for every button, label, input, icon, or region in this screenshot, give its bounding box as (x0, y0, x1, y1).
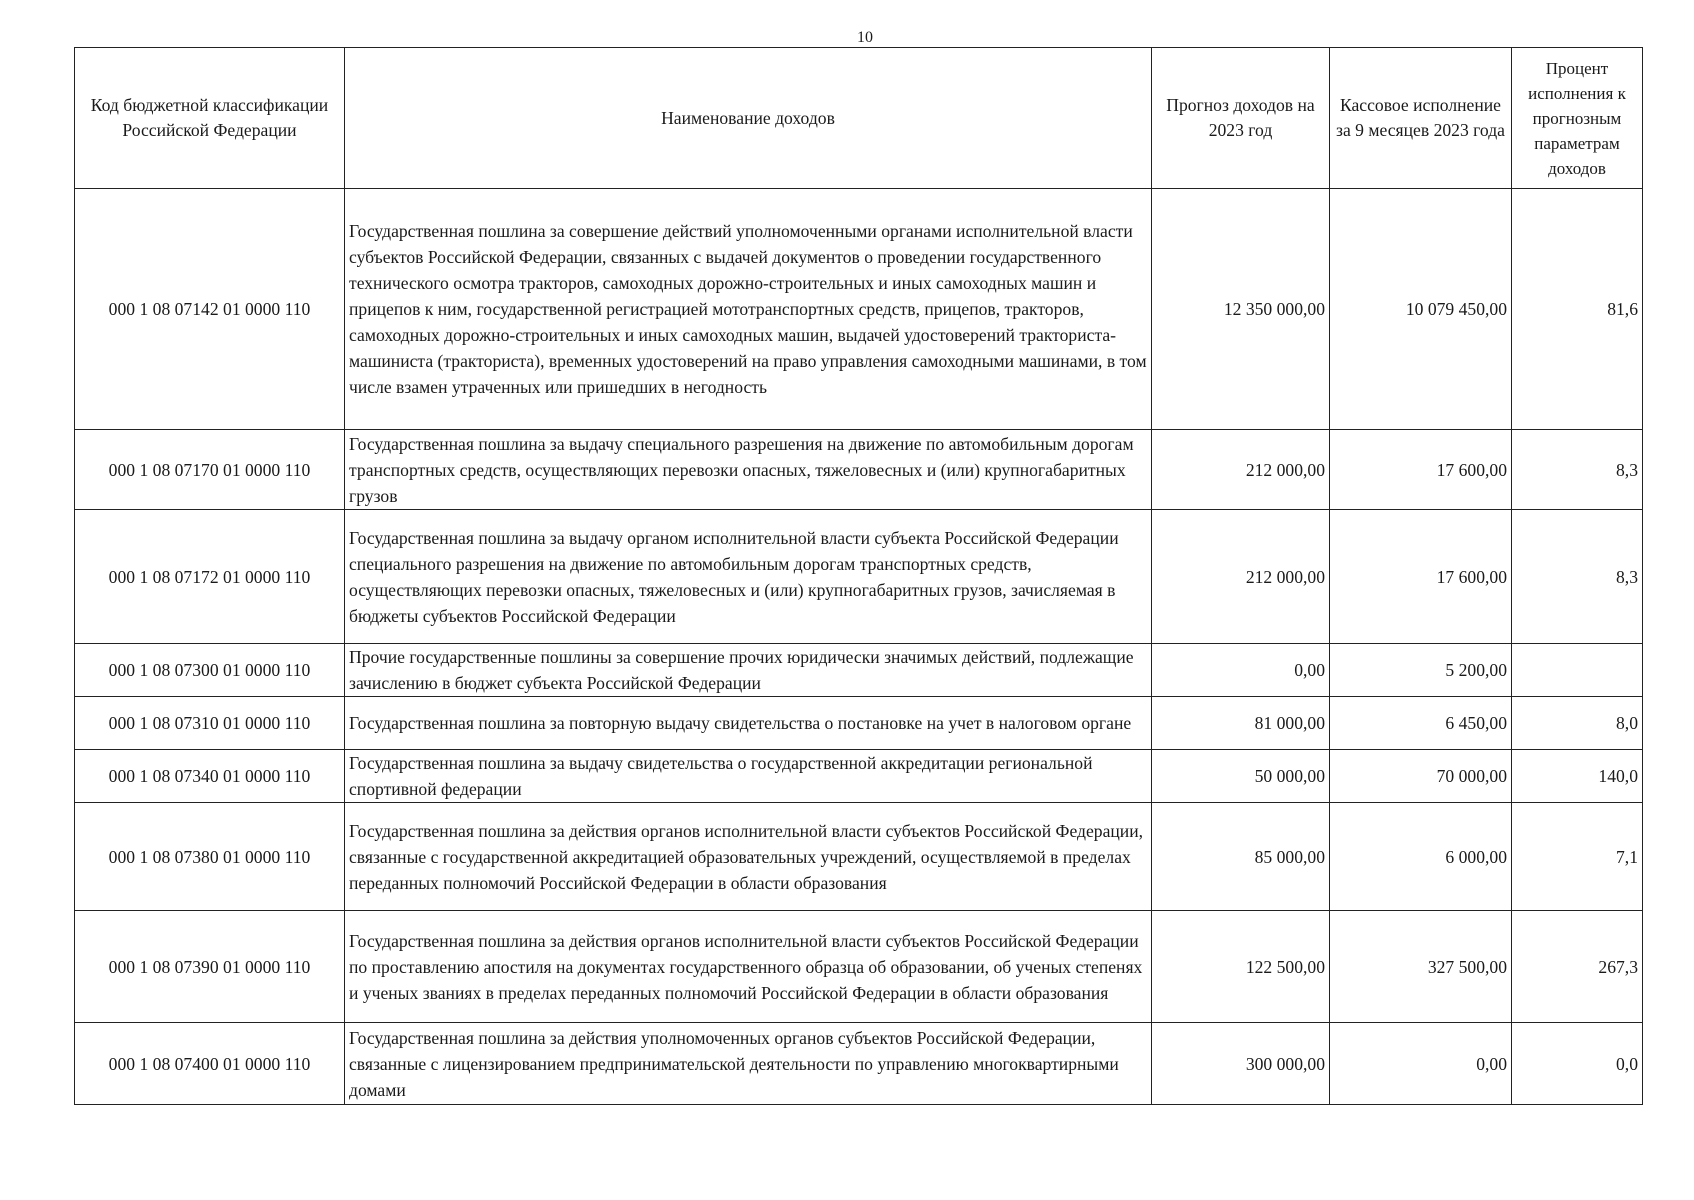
row-execution: 6 450,00 (1330, 697, 1512, 750)
row-forecast: 81 000,00 (1152, 697, 1330, 750)
table-row (75, 430, 1643, 510)
row-execution: 327 500,00 (1330, 911, 1512, 1023)
row-name: Государственная пошлина за действия уполномоченных органов субъектов Российской Федерации, связанные с лицензированием предпринимательской деятельности по управлению многоквартирными домами (345, 1023, 1152, 1105)
row-code: 000 1 08 07340 01 0000 110 (75, 750, 345, 803)
table-row (75, 189, 1643, 430)
row-code: 000 1 08 07142 01 0000 110 (75, 189, 345, 430)
table-row (75, 697, 1643, 750)
table-row (75, 911, 1643, 1023)
row-name: Государственная пошлина за действия органов исполнительной власти субъектов Российской Федерации по проставлению апостиля на документах государственного образца об образовании, об ученых степенях и ученых званиях в пределах переданных полномочий Российской Федерации в области образования (345, 911, 1152, 1023)
table-row (75, 750, 1643, 803)
page-number: 10 (857, 29, 873, 46)
row-code: 000 1 08 07170 01 0000 110 (75, 430, 345, 510)
row-percent: 8,3 (1512, 510, 1643, 644)
row-name: Государственная пошлина за выдачу специального разрешения на движение по автомобильным дорогам транспортных средств, осуществляющих перевозки опасных, тяжеловесных и (или) крупногабаритных грузов (345, 430, 1152, 510)
row-percent: 267,3 (1512, 911, 1643, 1023)
row-percent: 8,3 (1512, 430, 1643, 510)
row-execution: 10 079 450,00 (1330, 189, 1512, 430)
row-code: 000 1 08 07310 01 0000 110 (75, 697, 345, 750)
row-forecast: 85 000,00 (1152, 803, 1330, 911)
row-name: Государственная пошлина за выдачу свидетельства о государственной аккредитации региональной спортивной федерации (345, 750, 1152, 803)
row-code: 000 1 08 07390 01 0000 110 (75, 911, 345, 1023)
row-execution: 17 600,00 (1330, 510, 1512, 644)
row-percent: 8,0 (1512, 697, 1643, 750)
row-name: Государственная пошлина за действия органов исполнительной власти субъектов Российской Федерации, связанные с государственной аккредитацией образовательных учреждений, осуществляемой в пределах переданных полномочий Российской Федерации в области образования (345, 803, 1152, 911)
row-percent (1512, 644, 1643, 697)
header-code: Код бюджетной классификации Российской Федерации (75, 48, 345, 189)
row-forecast: 50 000,00 (1152, 750, 1330, 803)
row-percent: 7,1 (1512, 803, 1643, 911)
table-row (75, 803, 1643, 911)
row-name: Прочие государственные пошлины за совершение прочих юридически значимых действий, подлежащие зачислению в бюджет субъекта Российской Федерации (345, 644, 1152, 697)
row-forecast: 122 500,00 (1152, 911, 1330, 1023)
table-row (75, 510, 1643, 644)
row-code: 000 1 08 07172 01 0000 110 (75, 510, 345, 644)
row-execution: 17 600,00 (1330, 430, 1512, 510)
row-code: 000 1 08 07380 01 0000 110 (75, 803, 345, 911)
header-name: Наименование доходов (345, 48, 1152, 189)
row-percent: 140,0 (1512, 750, 1643, 803)
row-execution: 70 000,00 (1330, 750, 1512, 803)
header-execution: Кассовое исполнение за 9 месяцев 2023 года (1330, 48, 1512, 189)
table-header-row (75, 48, 1643, 189)
row-execution: 0,00 (1330, 1023, 1512, 1105)
row-code: 000 1 08 07300 01 0000 110 (75, 644, 345, 697)
row-code: 000 1 08 07400 01 0000 110 (75, 1023, 345, 1105)
table-row (75, 644, 1643, 697)
row-forecast: 212 000,00 (1152, 510, 1330, 644)
row-execution: 5 200,00 (1330, 644, 1512, 697)
row-forecast: 12 350 000,00 (1152, 189, 1330, 430)
row-percent: 0,0 (1512, 1023, 1643, 1105)
row-forecast: 0,00 (1152, 644, 1330, 697)
table-row (75, 1023, 1643, 1105)
row-percent: 81,6 (1512, 189, 1643, 430)
header-forecast: Прогноз доходов на 2023 год (1152, 48, 1330, 189)
row-forecast: 300 000,00 (1152, 1023, 1330, 1105)
row-name: Государственная пошлина за выдачу органом исполнительной власти субъекта Российской Федерации специального разрешения на движение по автомобильным дорогам транспортных средств, осуществляющих перевозки опасных, тяжеловесных и (или) крупногабаритных грузов, зачисляемая в бюджеты субъектов Российской Федерации (345, 510, 1152, 644)
row-execution: 6 000,00 (1330, 803, 1512, 911)
row-name: Государственная пошлина за совершение действий уполномоченными органами исполнительной власти субъектов Российской Федерации, связанных с выдачей документов о проведении государственного технического осмотра тракторов, самоходных дорожно-строительных и иных самоходных машин и прицепов к ним, государственной регистрацией мототранспортных средств, прицепов, тракторов, самоходных дорожно-строительных и иных самоходных машин, выдачей удостоверений тракториста-машиниста (тракториста), временных удостоверений на право управления самоходными машинами, в том числе взамен утраченных или пришедших в негодность (345, 189, 1152, 430)
row-forecast: 212 000,00 (1152, 430, 1330, 510)
header-percent: Процент исполнения к прогнозным параметрам доходов (1512, 48, 1643, 189)
row-name: Государственная пошлина за повторную выдачу свидетельства о постановке на учет в налоговом органе (345, 697, 1152, 750)
revenue-table (74, 47, 1643, 1105)
